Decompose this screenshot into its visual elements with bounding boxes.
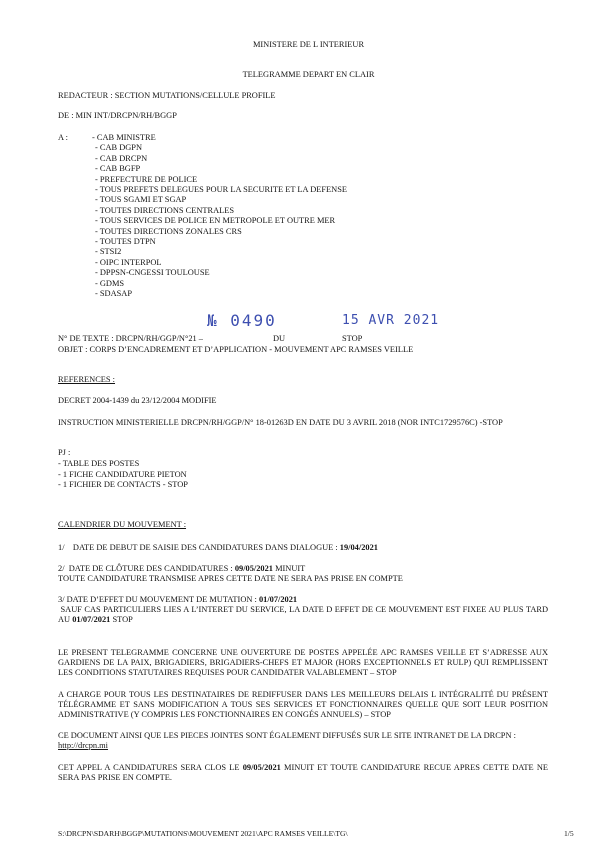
reference-instruction: INSTRUCTION MINISTERIELLE DRCPN/RH/GGP/N° 18-01263D EN DATE DU 3 AVRIL 2018 (NOR INTC1729576C) -STOP xyxy=(58,418,503,427)
paragraph-closing-text-end: MINUIT ET TOUTE CANDIDATURE RECUE APRES CETTE DATE NE SERA PAS PRISE EN COMPTE. xyxy=(58,763,549,782)
recipients-label: A : xyxy=(58,133,69,142)
paragraph-closing-date: 09/05/2021 xyxy=(242,763,281,772)
calendar-item-2-note: TOUTE CANDIDATURE TRANSMISE APRES CETTE DATE NE SERA PAS PRISE EN COMPTE xyxy=(58,574,403,583)
recipient-item: - STSI2 xyxy=(95,247,122,257)
calendar-item-1 xyxy=(58,543,378,553)
calendar-item-1-date: 19/04/2021 xyxy=(339,543,378,552)
ministry-title: MINISTERE DE L INTERIEUR xyxy=(252,40,365,49)
footer-file-path: S:\DRCPN\SDARH\BGGP\MUTATIONS\MOUVEMENT 2021\APC RAMSES VEILLE\TG\ xyxy=(58,829,348,838)
recipient-item: - SDASAP xyxy=(95,289,133,298)
recipient-item: - TOUTES DIRECTIONS ZONALES CRS xyxy=(95,226,242,236)
text-stop: STOP xyxy=(342,334,363,343)
objet-line: OBJET : CORPS D’ENCADREMENT ET D’APPLICATION - MOUVEMENT APC RAMSES VEILLE xyxy=(58,345,414,354)
calendar-item-3-body-text: SAUF CAS PARTICULIERS LIES A L’INTERET DU SERVICE, LA DATE D EFFET DE CE MOUVEMENT EST FIXEE AU PLUS TARD AU xyxy=(58,605,548,624)
recipient-item: - CAB DRCPN xyxy=(95,153,148,163)
recipient-item: - CAB MINISTRE xyxy=(92,133,156,142)
recipient-item: - TOUTES DTPN xyxy=(95,237,156,246)
sender-line: DE : MIN INT/DRCPN/RH/BGGP xyxy=(58,111,177,120)
recipient-item: - DPPSN-CNGESSI TOULOUSE xyxy=(95,268,210,278)
attachment-item: - TABLE DES POSTES xyxy=(58,459,140,468)
attachment-item: - 1 FICHIER DE CONTACTS - STOP xyxy=(58,480,188,489)
calendar-item-2-date: 09/05/2021 xyxy=(234,564,273,573)
document-type: TELEGRAMME DEPART EN CLAIR xyxy=(242,70,375,79)
calendar-item-3-body xyxy=(58,605,548,625)
references-title: REFERENCES : xyxy=(58,375,116,384)
intranet-link[interactable]: http://drcpn.mi xyxy=(58,741,109,750)
calendar-title: CALENDRIER DU MOUVEMENT : xyxy=(58,520,187,529)
paragraph-rediffusion: A CHARGE POUR TOUS LES DESTINATAIRES DE REDIFFUSER DANS LES MEILLEURS DELAIS L INTÉGRALITÉ DU PRÉSENT TÉLÉGRAMME ET SANS MODIFICATION A TOUS SES SERVICES ET FONCTIONNAIRES QUELLE QUE SOIT LEUR POSITION ADMINISTRATIVE (Y COMPRIS LES FONCTIONNAIRES EN CONGÉS ANNUELS) – STOP xyxy=(58,690,548,719)
paragraph-scope: LE PRESENT TELEGRAMME CONCERNE UNE OUVERTURE DE POSTES APPELÉE APC RAMSES VEILLE ET S’ADRESSE AUX GARDIENS DE LA PAIX, BRIGADIERS, BRIGADIERS-CHEFS ET MAJOR (HORS EXCEPTIONNELS ET RULP) QUI REMPLISSENT LES CONDITIONS STATUTAIRES REQUISES POUR CANDIDATER VALABLEMENT – STOP xyxy=(58,648,548,677)
text-number: N° DE TEXTE : DRCPN/RH/GGP/N°21 – xyxy=(58,334,203,343)
calendar-item-3-date: 01/07/2021 xyxy=(258,595,298,604)
calendar-item-2 xyxy=(58,564,305,574)
redacteur-line: REDACTEUR : SECTION MUTATIONS/CELLULE PROFILE xyxy=(58,91,276,100)
recipient-item: - TOUS SGAMI ET SGAP xyxy=(95,195,187,205)
recipient-item: - GDMS xyxy=(95,278,125,288)
recipient-item: - TOUS PREFETS DELEGUES POUR LA SECURITE ET LA DEFENSE xyxy=(95,185,347,194)
calendar-item-3 xyxy=(58,595,297,605)
text-du: DU xyxy=(273,334,286,343)
calendar-item-3-body-date: 01/07/2021 xyxy=(72,615,111,624)
calendar-item-3-text: 3/ DATE D’EFFET DU MOUVEMENT DE MUTATION : xyxy=(58,595,259,604)
calendar-item-2-text: 2/ DATE DE CLÔTURE DES CANDIDATURES : xyxy=(58,564,235,573)
calendar-item-3-body-stop: STOP xyxy=(110,615,133,624)
recipient-item: - TOUS SERVICES DE POLICE EN METROPOLE ET OUTRE MER xyxy=(95,216,336,226)
paragraph-intranet: CE DOCUMENT AINSI QUE LES PIECES JOINTES SONT ÉGALEMENT DIFFUSÉS SUR LE SITE INTRANET DE LA DRCPN : xyxy=(58,731,516,740)
registration-number-stamp: № 0490 xyxy=(207,311,277,330)
recipient-item: - TOUTES DIRECTIONS CENTRALES xyxy=(95,205,235,215)
attachment-item: - 1 FICHE CANDIDATURE PIETON xyxy=(58,469,187,479)
recipient-item: - CAB DGPN xyxy=(95,143,142,153)
calendar-item-1-text: 1/ DATE DE DEBUT DE SAISIE DES CANDIDATURES DANS DIALOGUE : xyxy=(58,543,340,552)
date-stamp: 15 AVR 2021 xyxy=(342,313,440,328)
calendar-item-2-suffix: MINUIT xyxy=(272,564,306,573)
recipient-item: - CAB BGFP xyxy=(95,164,141,174)
paragraph-closing-text: CET APPEL A CANDIDATURES SERA CLOS LE xyxy=(58,763,243,772)
recipient-item: - OIPC INTERPOL xyxy=(95,257,162,267)
pj-label: PJ : xyxy=(58,448,71,457)
paragraph-closing xyxy=(58,763,548,783)
page-number: 1/5 xyxy=(564,829,574,838)
reference-decret: DECRET 2004-1439 du 23/12/2004 MODIFIE xyxy=(58,396,217,405)
recipient-item: - PREFECTURE DE POLICE xyxy=(95,174,198,184)
